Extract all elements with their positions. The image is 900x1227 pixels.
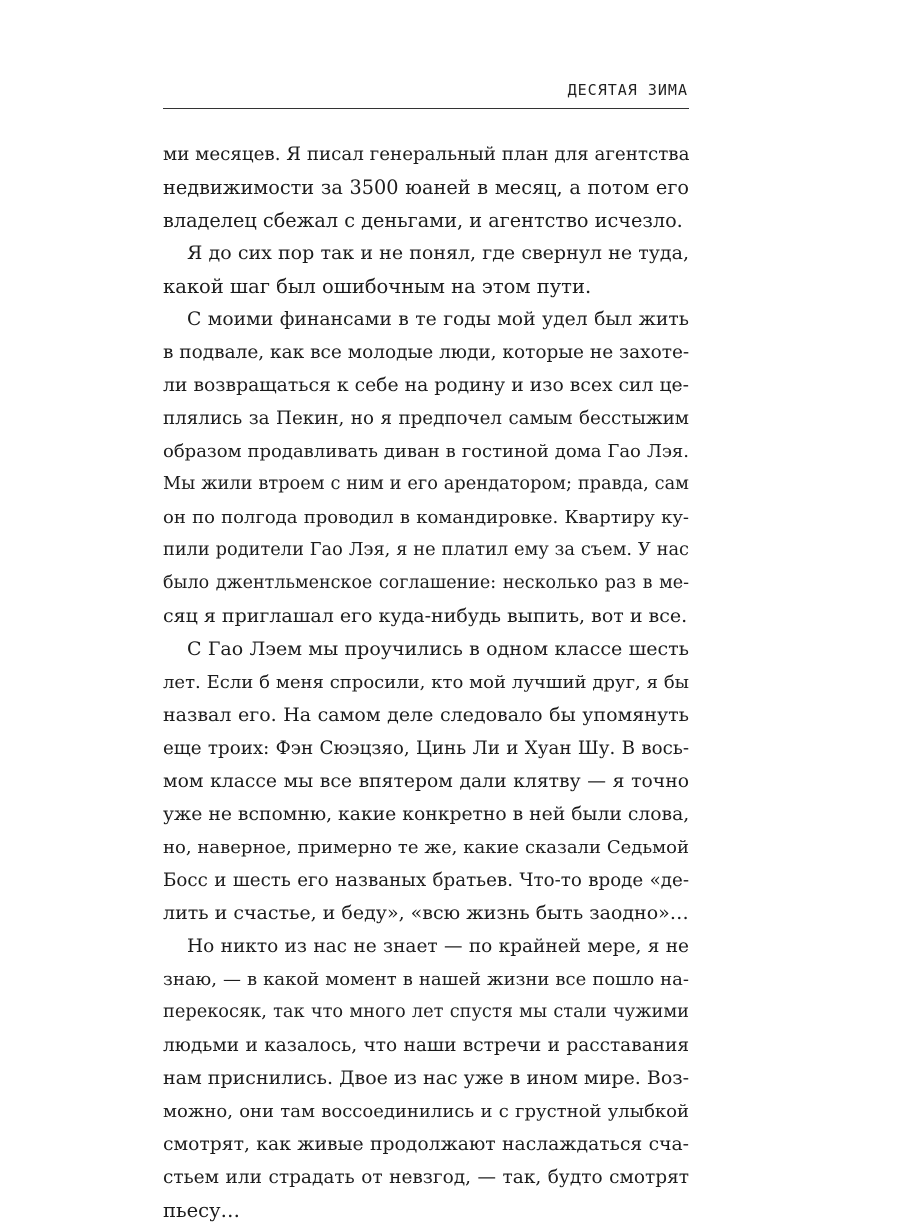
paragraph — [163, 303, 689, 633]
text-line: образом продавливать диван в гостиной дома Гао Лэя. — [163, 441, 689, 462]
text-line: Я до сих пор так и не понял, где свернул не туда, — [187, 242, 689, 264]
text-line: в подвале, как все молодые люди, которые не захоте- — [163, 342, 690, 363]
text-line: людьми и казалось, что наши встречи и расставания — [163, 1035, 689, 1056]
paragraph — [163, 138, 689, 237]
text-line: недвижимости за 3500 юаней в месяц, а потом его — [163, 176, 689, 199]
text-line: он по полгода проводил в командировке. Квартиру ку- — [163, 507, 689, 528]
text-line: Босс и шесть его названых братьев. Что-то вроде «де- — [163, 870, 689, 891]
body-text — [163, 138, 689, 1227]
text-line: пьесу… — [163, 1199, 241, 1222]
text-line: уже не вспомню, какие конкретно в ней были слова, — [163, 804, 690, 825]
text-line: ми месяцев. Я писал генеральный план для агентства — [163, 144, 690, 165]
text-line: пили родители Гао Лэя, я не платил ему за съем. У нас — [163, 540, 689, 560]
text-line: сяц я приглашал его куда-нибудь выпить, вот и все. — [163, 605, 688, 627]
text-line: Мы жили втроем с ним и его арендатором; правда, сам — [163, 474, 689, 494]
text-line: владелец сбежал с деньгами, и агентство исчезло. — [163, 209, 683, 232]
header-rule — [163, 108, 689, 109]
paragraph — [163, 930, 689, 1227]
text-line: но, наверное, примерно те же, какие сказали Седьмой — [163, 837, 689, 858]
text-line: стьем или страдать от невзгод, — так, будто смотрят — [163, 1167, 689, 1188]
text-line: какой шаг был ошибочным на этом пути. — [163, 275, 592, 298]
text-line: мом классе мы все впятером дали клятву — я точно — [163, 771, 689, 792]
text-line: ли возвращаться к себе на родину и изо всех сил це- — [163, 375, 689, 396]
text-line: смотрят, как живые продолжают наслаждаться сча- — [163, 1134, 689, 1155]
text-line: лет. Если б меня спросили, кто мой лучший друг, я бы — [163, 672, 689, 693]
text-line: плялись за Пекин, но я предпочел самым бесстыжим — [163, 408, 689, 429]
text-line: еще троих: Фэн Сюэцзяо, Цинь Ли и Хуан Шу. В вось- — [163, 738, 689, 759]
text-line: нам приснились. Двое из нас уже в ином мире. Воз- — [163, 1067, 690, 1089]
paragraph — [163, 237, 689, 303]
text-line: лить и счастье, и беду», «всю жизнь быть заодно»… — [163, 902, 689, 924]
text-line: перекосяк, так что много лет спустя мы стали чужими — [163, 1002, 689, 1022]
text-line: знаю, — в какой момент в нашей жизни все пошло на- — [163, 969, 689, 990]
text-line: С Гао Лэем мы проучились в одном классе шесть — [187, 638, 689, 660]
text-line: было джентльменское соглашение: несколько раз в ме- — [163, 573, 689, 593]
text-line: назвал его. На самом деле следовало бы упомянуть — [163, 704, 689, 726]
text-line: можно, они там воссоединились и с грустной улыбкой — [163, 1101, 689, 1122]
paragraph — [163, 633, 689, 930]
running-head: ДЕСЯТАЯ ЗИМА — [567, 81, 688, 99]
text-line: Но никто из нас не знает — по крайней мере, я не — [187, 936, 689, 957]
text-line: С моими финансами в те годы мой удел был жить — [187, 309, 689, 330]
